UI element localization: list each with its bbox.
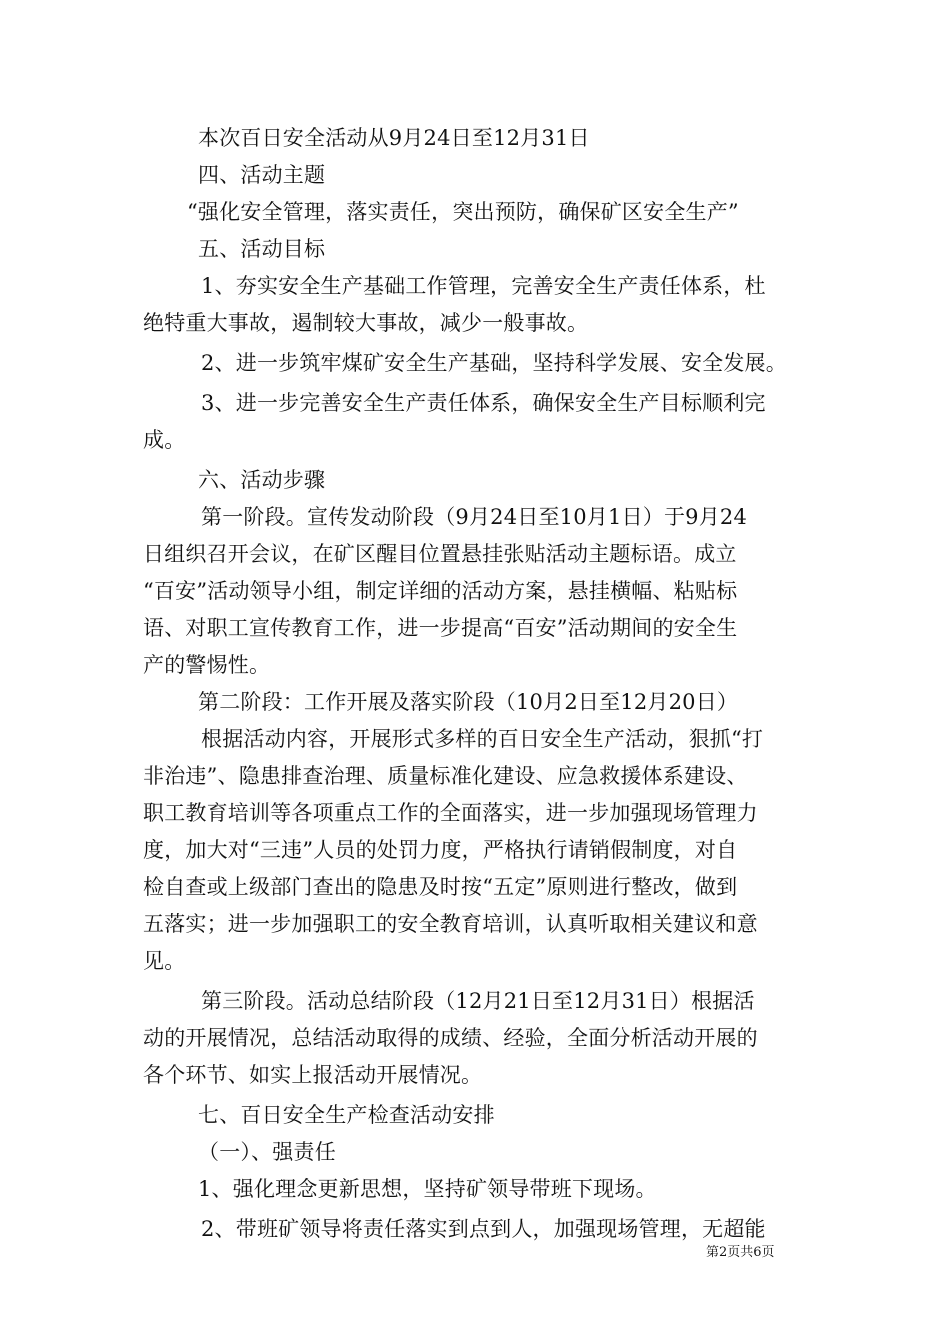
paragraph-line: 第三阶段。活动总结阶段（12月21日至12月31日）根据活 xyxy=(201,989,755,1013)
paragraph-line: 非治违”、隐患排查治理、质量标准化建设、应急救援体系建设、 xyxy=(143,764,748,788)
page-number: 第2页共6页 xyxy=(706,1245,775,1260)
paragraph-line: 各个环节、如实上报活动开展情况。 xyxy=(143,1063,483,1087)
subsection-heading: （一）、强责任 xyxy=(198,1140,336,1164)
paragraph-line: “百安”活动领导小组，制定详细的活动方案，悬挂横幅、粘贴标 xyxy=(143,579,738,603)
paragraph-line: 3、进一步完善安全生产责任体系，确保安全生产目标顺利完 xyxy=(201,391,766,415)
paragraph-line: 本次百日安全活动从9月24日至12月31日 xyxy=(198,126,590,150)
paragraph-line: 五落实；进一步加强职工的安全教育培训，认真听取相关建议和意 xyxy=(143,912,758,936)
paragraph-line: 日组织召开会议，在矿区醒目位置悬挂张贴活动主题标语。成立 xyxy=(143,542,737,566)
paragraph-line: 度，加大对“三违”人员的处罚力度，严格执行请销假制度，对自 xyxy=(143,838,738,862)
paragraph-line: 第二阶段：工作开展及落实阶段（10月2日至12月20日） xyxy=(198,690,739,714)
paragraph-line: 成。 xyxy=(143,428,186,452)
section-heading: 七、百日安全生产检查活动安排 xyxy=(198,1103,495,1127)
paragraph-line: 根据活动内容，开展形式多样的百日安全生产活动，狠抓“打 xyxy=(201,727,764,751)
paragraph-line: 产的警惕性。 xyxy=(143,653,271,677)
paragraph-line: 见。 xyxy=(143,949,186,973)
paragraph-line: 动的开展情况，总结活动取得的成绩、经验，全面分析活动开展的 xyxy=(143,1026,758,1050)
section-heading: 四、活动主题 xyxy=(198,163,326,187)
document-body xyxy=(143,120,811,1248)
paragraph-line: 语、对职工宣传教育工作，进一步提高“百安”活动期间的安全生 xyxy=(143,616,738,640)
paragraph-line: 1、强化理念更新思想，坚持矿领导带班下现场。 xyxy=(198,1177,657,1201)
section-heading: 五、活动目标 xyxy=(198,237,326,261)
paragraph-line: 2、带班矿领导将责任落实到点到人，加强现场管理，无超能 xyxy=(201,1217,766,1241)
paragraph-line: 1、夯实安全生产基础工作管理，完善安全生产责任体系，杜 xyxy=(201,274,766,298)
section-heading: 六、活动步骤 xyxy=(198,468,326,492)
paragraph-line: 职工教育培训等各项重点工作的全面落实，进一步加强现场管理力 xyxy=(143,801,758,825)
paragraph-line: 2、进一步筑牢煤矿安全生产基础，坚持科学发展、安全发展。 xyxy=(201,351,787,375)
paragraph-line: 绝特重大事故，遏制较大事故，减少一般事故。 xyxy=(143,311,589,335)
theme-slogan: “强化安全管理，落实责任，突出预防，确保矿区安全生产” xyxy=(187,200,739,224)
paragraph-line: 第一阶段。宣传发动阶段（9月24日至10月1日）于9月24 xyxy=(201,505,748,529)
paragraph-line: 检自查或上级部门查出的隐患及时按“五定”原则进行整改，做到 xyxy=(143,875,738,899)
